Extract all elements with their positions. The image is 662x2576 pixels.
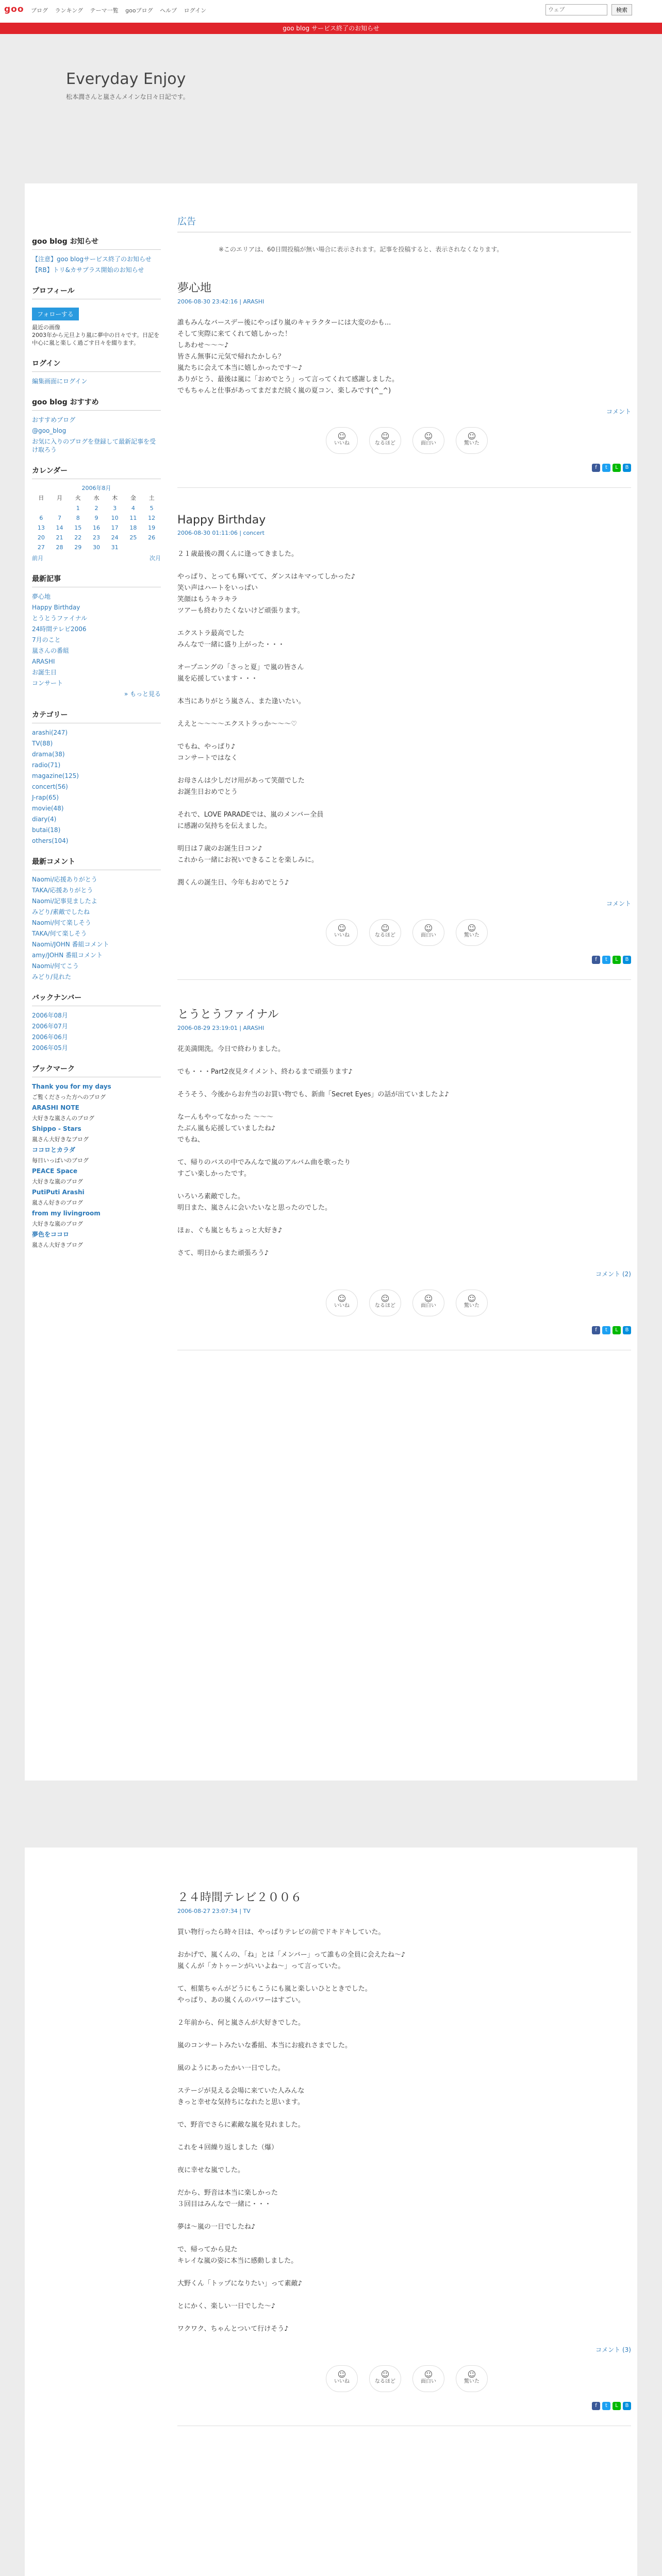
post-title[interactable]: とうとうファイナル bbox=[177, 1008, 279, 1021]
calendar-day[interactable]: 16 bbox=[92, 524, 100, 531]
backnumber-list bbox=[32, 1011, 161, 1052]
calendar-weekday: 日 bbox=[38, 495, 44, 501]
blog-post bbox=[177, 1889, 631, 2426]
calendar-day[interactable]: 18 bbox=[129, 524, 137, 531]
category-list bbox=[32, 728, 161, 845]
reaction-button[interactable] bbox=[326, 2365, 358, 2392]
backnumber-heading: バックナンバー bbox=[32, 992, 161, 1006]
calendar-day[interactable]: 29 bbox=[74, 544, 82, 551]
reaction-button[interactable] bbox=[412, 427, 444, 454]
facebook-icon[interactable]: f bbox=[592, 1326, 600, 1334]
bookmark-desc: 大好きな嵐のブログ bbox=[32, 1221, 83, 1227]
category-link[interactable]: J-rap(65) bbox=[32, 794, 59, 801]
calendar-day[interactable]: 9 bbox=[94, 515, 98, 521]
calendar-day[interactable]: 25 bbox=[129, 534, 137, 541]
line-icon[interactable]: L bbox=[613, 464, 621, 472]
bookmark-link[interactable]: PutiPuti Arashi bbox=[32, 1189, 85, 1196]
post-body: 誰もみんなバースデー後にやっぱり嵐のキャラクターには大変のかも... そして実際に来てくれて嬉しかった！ しあわせ〜〜〜♪ 皆さん無事に元気で帰れたかしら？ 嵐たちに会えて本当に嬉しかったです〜♪ ありがとう、最後は嵐に「おめでとう」って言ってくれて感謝しました。 でもちゃんと仕事があってまだまだ続く嵐の夏コン、楽しみです(^_^) bbox=[177, 319, 399, 395]
more-link[interactable]: » もっと見る bbox=[124, 690, 161, 698]
post-body: ２１歳最後の潤くんに逢ってきました。 やっぱり、とっても輝いてて、ダンスはキマってしかった♪ 笑い声はハートをいっぱい 笑顔はもうキラキラ ツアーも終わりたくないけど頑張ります。 エクストラ最高でした みんなで一緒に盛り上がった・・・ オープニングの「さっと夏」で嵐の皆さん 嵐を応援しています・・・ 本当にありがとう嵐さん、また逢いたい。 ええと〜〜〜〜エクストラっか〜〜〜♡ でもね、やっぱり♪ コンサートではなく お母さんは少しだけ用があって笑顔でした お誕生日おめでとう それで、LOVE PARADEでは、嵐のメンバー全員 に感謝の気持ちを伝えました。 明日は７歳のお誕生日コン♪ これから一緒にお祝いできることを楽しみに。 潤くんの誕生日、今年もおめでとう♪ bbox=[177, 550, 355, 887]
notice-link[interactable]: 【RB】トリ&カサプラス開始のお知らせ bbox=[32, 266, 144, 274]
recent-post-link[interactable]: 夢心地 bbox=[32, 593, 51, 600]
reaction-label: 驚いた bbox=[464, 933, 479, 938]
category-link[interactable]: arashi(247) bbox=[32, 729, 68, 736]
twitter-icon[interactable]: t bbox=[602, 464, 610, 472]
calendar-day[interactable]: 22 bbox=[74, 534, 82, 541]
goo-logo[interactable]: goo bbox=[4, 4, 24, 14]
calendar-day[interactable]: 4 bbox=[131, 505, 135, 512]
calendar-weekday: 土 bbox=[148, 495, 155, 501]
main-panel bbox=[25, 183, 637, 1781]
reaction-button[interactable] bbox=[456, 919, 488, 946]
nav-goo-blog[interactable]: gooブログ bbox=[125, 7, 153, 14]
share-bar bbox=[177, 463, 631, 472]
calendar-day[interactable] bbox=[142, 543, 161, 552]
bookmark-heading: ブックマーク bbox=[32, 1063, 161, 1077]
category-link[interactable]: TV(88) bbox=[32, 740, 53, 747]
nav-theme[interactable]: テーマ一覧 bbox=[90, 7, 119, 14]
reaction-button[interactable] bbox=[326, 919, 358, 946]
bookmark-link[interactable]: from my livingroom bbox=[32, 1210, 101, 1217]
category-link[interactable]: magazine(125) bbox=[32, 772, 79, 779]
bookmark-link[interactable]: Shippo - Stars bbox=[32, 1125, 81, 1132]
reaction-bar bbox=[326, 919, 631, 950]
calendar-day[interactable]: 23 bbox=[92, 534, 100, 541]
post-meta[interactable]: 2006-08-30 01:11:06 | concert bbox=[177, 530, 264, 536]
post-list bbox=[177, 279, 631, 1350]
share-bar bbox=[177, 1326, 631, 1334]
calendar-day[interactable]: 5 bbox=[150, 505, 154, 512]
calendar-day[interactable]: 7 bbox=[58, 515, 62, 521]
hatena-icon[interactable]: B bbox=[623, 464, 631, 472]
recent-list bbox=[32, 592, 161, 687]
bookmark-desc: 大好きな嵐さんのブログ bbox=[32, 1115, 94, 1122]
reaction-bar bbox=[326, 427, 631, 458]
comment-link[interactable]: Naomi/応援ありがとう bbox=[32, 876, 97, 883]
reaction-label: なるほど bbox=[375, 933, 395, 938]
profile-heading: プロフィール bbox=[32, 285, 161, 299]
sidebar bbox=[32, 225, 161, 1249]
search-input[interactable] bbox=[545, 4, 607, 15]
reaction-button[interactable] bbox=[369, 427, 401, 454]
hatena-icon[interactable]: B bbox=[623, 956, 631, 964]
nav-help[interactable]: ヘルプ bbox=[160, 7, 177, 14]
calendar-day[interactable]: 3 bbox=[113, 505, 117, 512]
recommend-note[interactable]: お気に入りのブログを登録して最新記事を受け取ろう bbox=[32, 438, 156, 453]
notice-heading: goo blog お知らせ bbox=[32, 236, 161, 250]
calendar-month: 2006年8月 bbox=[81, 485, 111, 492]
reaction-button[interactable] bbox=[456, 2365, 488, 2392]
reaction-button[interactable] bbox=[456, 1290, 488, 1316]
comment-link[interactable]: コメント bbox=[606, 408, 631, 415]
smile-icon: ☺ bbox=[424, 2369, 433, 2379]
calendar-day[interactable]: 27 bbox=[37, 544, 45, 551]
reaction-button[interactable] bbox=[412, 2365, 444, 2392]
calendar-weekday: 金 bbox=[130, 495, 136, 501]
nav-blog[interactable]: ブログ bbox=[31, 7, 48, 14]
calendar-day[interactable] bbox=[32, 503, 51, 513]
reaction-label: 驚いた bbox=[464, 440, 479, 446]
reaction-label: いいね bbox=[334, 440, 350, 446]
calendar-weekday: 月 bbox=[57, 495, 63, 501]
reaction-button[interactable] bbox=[369, 1290, 401, 1316]
backnumber-link[interactable]: 2006年07月 bbox=[32, 1023, 68, 1030]
comment-link[interactable]: TAKA/何て楽しそう bbox=[32, 930, 87, 937]
smile-icon: ☺ bbox=[380, 1294, 390, 1303]
calendar-day[interactable]: 6 bbox=[39, 515, 43, 521]
reaction-label: 面白い bbox=[421, 440, 436, 446]
bookmark-link[interactable]: PEACE Space bbox=[32, 1167, 78, 1175]
category-link[interactable]: others(104) bbox=[32, 837, 69, 844]
blog-header bbox=[0, 34, 662, 183]
recent-post-link[interactable]: Happy Birthday bbox=[32, 604, 80, 611]
inactive-notice: ※このエリアは、60日間投稿が無い場合に表示されます。記事を投稿すると、表示されなくなります。 bbox=[219, 246, 503, 253]
category-link[interactable]: butai(18) bbox=[32, 826, 61, 834]
calendar-weekday: 水 bbox=[93, 495, 100, 501]
comment-link[interactable]: みどり/見れた bbox=[32, 973, 72, 980]
bookmark-link[interactable]: ココロとカラダ bbox=[32, 1146, 75, 1154]
smile-icon: ☺ bbox=[380, 2369, 390, 2379]
bookmark-link[interactable]: Thank you for my days bbox=[32, 1083, 111, 1090]
backnumber-link[interactable]: 2006年05月 bbox=[32, 1044, 68, 1052]
calendar-day[interactable]: 17 bbox=[111, 524, 119, 531]
blog-post bbox=[177, 514, 631, 980]
recent-post-link[interactable]: コンサート bbox=[32, 680, 63, 687]
reaction-label: なるほど bbox=[375, 440, 395, 446]
smile-icon: ☺ bbox=[380, 431, 390, 441]
post-title[interactable]: 夢心地 bbox=[177, 282, 212, 295]
facebook-icon[interactable]: f bbox=[592, 956, 600, 964]
smile-icon: ☺ bbox=[337, 1294, 346, 1303]
recommend-link[interactable]: @goo_blog bbox=[32, 427, 67, 434]
top-nav bbox=[31, 6, 211, 14]
post-divider bbox=[177, 487, 631, 488]
calendar-day[interactable]: 26 bbox=[148, 534, 156, 541]
calendar-heading: カレンダー bbox=[32, 465, 161, 479]
share-bar bbox=[177, 955, 631, 964]
backnumber-link[interactable]: 2006年08月 bbox=[32, 1012, 68, 1019]
post-title[interactable]: ２４時間テレビ２００６ bbox=[177, 1891, 302, 1904]
calendar-day[interactable]: 21 bbox=[56, 534, 63, 541]
calendar-day[interactable] bbox=[124, 543, 143, 552]
bookmark-link[interactable]: 夢色をココロ bbox=[32, 1231, 70, 1238]
content bbox=[177, 214, 631, 1350]
blog-description: 松本潤さんと嵐さんメインな日々日記です。 bbox=[66, 93, 189, 100]
calendar-day[interactable]: 1 bbox=[76, 505, 80, 512]
post-body: 花美満開洗。今日で終わりました。 でも・・・Part2夜見タイメント、終わるまで頑張ります♪ そうそう、今後からお弁当のお買い物でも、新曲「Secret Eyes」の話が出ていましたよ♪ なーんもやってなかった ～～～ たぶん嵐も応援していましたね♪ でもね、 て、帰りのバスの中でみんなで嵐のアルバム曲を歌ったり すごい楽しかったです。 いろいろ素敵でした。 明日また、嵐さんに会いたいなと思ったのでした。 ほぉ、ぐも嵐ともちょっと大好き♪ さて、明日からまた頑張ろう♪ bbox=[177, 1045, 449, 1257]
post-meta[interactable]: 2006-08-30 23:42:16 | ARASHI bbox=[177, 298, 264, 305]
comment-list bbox=[32, 875, 161, 981]
smile-icon: ☺ bbox=[467, 2369, 476, 2379]
line-icon[interactable]: L bbox=[613, 2402, 621, 2410]
nav-ranking[interactable]: ランキング bbox=[55, 7, 84, 14]
recent-post-link[interactable]: お誕生日 bbox=[32, 669, 57, 676]
nav-login[interactable]: ログイン bbox=[184, 7, 207, 14]
twitter-icon[interactable]: t bbox=[602, 2402, 610, 2410]
reaction-label: いいね bbox=[334, 1303, 350, 1309]
bookmark-desc: 嵐さん好きのブログ bbox=[32, 1199, 83, 1206]
calendar-day[interactable]: 28 bbox=[56, 544, 63, 551]
bookmark-desc: 毎日いっぱいのブログ bbox=[32, 1157, 89, 1164]
smile-icon: ☺ bbox=[337, 923, 346, 933]
smile-icon: ☺ bbox=[467, 923, 476, 933]
recent-post-link[interactable]: 嵐さんの番組 bbox=[32, 647, 70, 654]
calendar-day[interactable]: 2 bbox=[94, 505, 98, 512]
line-icon[interactable]: L bbox=[613, 1326, 621, 1334]
facebook-icon[interactable]: f bbox=[592, 2402, 600, 2410]
backnumber-link[interactable]: 2006年06月 bbox=[32, 1033, 68, 1041]
category-heading: カテゴリー bbox=[32, 709, 161, 723]
profile-text: 2003年から元旦より嵐に夢中の日々です。日記を中心に嵐と楽しく過ごす日々を綴ります。 bbox=[32, 332, 160, 346]
profile-name: 最近の画像 bbox=[32, 324, 60, 331]
calendar-day[interactable]: 13 bbox=[37, 524, 45, 531]
comment-link[interactable]: TAKA/応援ありがとう bbox=[32, 887, 93, 894]
smile-icon: ☺ bbox=[424, 923, 433, 933]
reaction-bar bbox=[326, 2365, 631, 2396]
comment-link[interactable]: Naomi/何て楽しそう bbox=[32, 919, 91, 926]
calendar-day[interactable]: 24 bbox=[111, 534, 119, 541]
reaction-bar bbox=[326, 1290, 631, 1320]
smile-icon: ☺ bbox=[467, 431, 476, 441]
recent-heading: 最新記事 bbox=[32, 573, 161, 587]
reaction-label: 面白い bbox=[421, 2379, 436, 2384]
smile-icon: ☺ bbox=[380, 923, 390, 933]
recent-post-link[interactable]: 7月のこと bbox=[32, 636, 61, 643]
reaction-button[interactable] bbox=[326, 1290, 358, 1316]
reaction-button[interactable] bbox=[369, 919, 401, 946]
service-end-banner[interactable]: goo blog サービス終了のお知らせ bbox=[0, 23, 662, 34]
calendar-day[interactable]: 19 bbox=[148, 524, 156, 531]
calendar-day[interactable]: 11 bbox=[129, 515, 137, 521]
smile-icon: ☺ bbox=[424, 1294, 433, 1303]
reaction-button[interactable] bbox=[412, 1290, 444, 1316]
bookmark-desc: ご覧くださった方へのブログ bbox=[32, 1094, 106, 1100]
calendar-day[interactable]: 20 bbox=[37, 534, 45, 541]
login-link[interactable]: 編集画面にログイン bbox=[32, 378, 88, 385]
category-link[interactable]: radio(71) bbox=[32, 761, 61, 769]
comment-link[interactable]: amy/JOHN 番組コメント bbox=[32, 952, 103, 959]
post-title[interactable]: Happy Birthday bbox=[177, 514, 266, 527]
reaction-button[interactable] bbox=[456, 427, 488, 454]
category-link[interactable]: concert(56) bbox=[32, 783, 68, 790]
comment-link[interactable]: コメント (3) bbox=[595, 2346, 631, 2353]
blog-post bbox=[177, 1006, 631, 1350]
ad-heading[interactable]: 広告 bbox=[177, 214, 631, 232]
bookmark-link[interactable]: ARASHI NOTE bbox=[32, 1104, 79, 1111]
post-list-continued bbox=[177, 1863, 631, 2426]
calendar-day[interactable]: 12 bbox=[148, 515, 156, 521]
hatena-icon[interactable]: B bbox=[623, 1326, 631, 1334]
calendar-day[interactable]: 14 bbox=[56, 524, 63, 531]
share-bar bbox=[177, 2401, 631, 2410]
notice-link[interactable]: 【注意】goo blogサービス終了のお知らせ bbox=[32, 256, 152, 263]
post-body: 買い物行ったら時々日は、やっぱりテレビの前でドキドキしていた。 おかげで、嵐くんの、「ね」とは「メンバー」って誰もの全員に会えたね〜♪ 嵐くんが「カトゥーンがいいよね〜」って言っていた。 て、相葉ちゃんがどうにもこうにも嵐と楽しいひとときでした。 やっぱり、あの嵐くんのパワーはすごい。 ２年前から、何と嵐さんが大好きでした。 嵐のコンサートみたいな番組、本当にお疲れさまでした。 風のようにあったかい一日でした。 ステージが見える会場に来ていた人みんな きっと幸せな気持ちになれたと思います。 で、野音でさらに素敵な嵐を見れました。 これを４回繰り返しました（爆） 夜に幸せな嵐でした。 だから、野音は本当に楽しかった ３回目はみんなで一緒に・・・ 夢は〜嵐の一日でしたね♪ で、帰ってから見た キレイな嵐の姿に本当に感動しました。 大野くん「トップになりたい」って素敵♪ とにかく、楽しい一日でした〜♪ ワクワク、ちゃんとついて行けそう♪ bbox=[177, 1928, 406, 2333]
reaction-button[interactable] bbox=[369, 2365, 401, 2392]
comments-heading: 最新コメント bbox=[32, 856, 161, 870]
reaction-label: 驚いた bbox=[464, 2379, 479, 2384]
smile-icon: ☺ bbox=[424, 431, 433, 441]
category-link[interactable]: drama(38) bbox=[32, 751, 65, 758]
smile-icon: ☺ bbox=[467, 1294, 476, 1303]
post-meta[interactable]: 2006-08-27 23:07:34 | TV bbox=[177, 1908, 251, 1914]
login-heading: ログイン bbox=[32, 358, 161, 372]
recommend-link[interactable]: おすすめブログ bbox=[32, 416, 76, 423]
calendar-weekday: 火 bbox=[75, 495, 81, 501]
reaction-button[interactable] bbox=[412, 919, 444, 946]
calendar-next[interactable]: 次月 bbox=[150, 555, 161, 562]
calendar-weekday: 木 bbox=[112, 495, 118, 501]
comment-link[interactable]: みどり/素敵でしたね bbox=[32, 908, 90, 916]
page-gap bbox=[0, 1781, 662, 1848]
blog-title[interactable]: Everyday Enjoy bbox=[66, 70, 186, 88]
calendar-day[interactable]: 30 bbox=[92, 544, 100, 551]
reaction-button[interactable] bbox=[326, 427, 358, 454]
main-panel-continued bbox=[25, 1848, 637, 2576]
comment-link[interactable]: Naomi/JOHN 番組コメント bbox=[32, 941, 109, 948]
twitter-icon[interactable]: t bbox=[602, 1326, 610, 1334]
bookmark-desc: 嵐さん大好きブログ bbox=[32, 1242, 83, 1248]
calendar-day[interactable]: 15 bbox=[74, 524, 82, 531]
post-meta[interactable]: 2006-08-29 23:19:01 | ARASHI bbox=[177, 1025, 264, 1031]
reaction-label: いいね bbox=[334, 2379, 350, 2384]
recent-post-link[interactable]: とうとうファイナル bbox=[32, 615, 88, 622]
reaction-label: 面白い bbox=[421, 933, 436, 938]
calendar-day[interactable]: 8 bbox=[76, 515, 80, 521]
calendar bbox=[32, 492, 161, 552]
calendar-prev[interactable]: 前月 bbox=[32, 555, 43, 562]
comment-link[interactable]: Naomi/記事見ましたよ bbox=[32, 897, 97, 905]
comment-link[interactable]: Naomi/何てこう bbox=[32, 962, 79, 970]
reaction-label: 驚いた bbox=[464, 1303, 479, 1309]
comment-link[interactable]: コメント bbox=[606, 900, 631, 907]
recent-post-link[interactable]: ARASHI bbox=[32, 658, 55, 665]
reaction-label: なるほど bbox=[375, 2379, 395, 2384]
search-button[interactable]: 検索 bbox=[611, 4, 632, 15]
twitter-icon[interactable]: t bbox=[602, 956, 610, 964]
reaction-label: なるほど bbox=[375, 1303, 395, 1309]
category-link[interactable]: movie(48) bbox=[32, 805, 64, 812]
reaction-label: 面白い bbox=[421, 1303, 436, 1309]
smile-icon: ☺ bbox=[337, 431, 346, 441]
follow-button[interactable]: フォローする bbox=[32, 308, 79, 320]
bookmark-desc: 大好きな嵐のブログ bbox=[32, 1178, 83, 1185]
hatena-icon[interactable]: B bbox=[623, 2402, 631, 2410]
post-divider bbox=[177, 979, 631, 980]
reaction-label: いいね bbox=[334, 933, 350, 938]
smile-icon: ☺ bbox=[337, 2369, 346, 2379]
calendar-day[interactable]: 10 bbox=[111, 515, 119, 521]
bookmark-list bbox=[32, 1082, 161, 1249]
recommend-heading: goo blog おすすめ bbox=[32, 397, 161, 411]
top-bar bbox=[0, 0, 662, 23]
recent-post-link[interactable]: 24時間テレビ2006 bbox=[32, 625, 87, 633]
bookmark-desc: 嵐さん大好きなブログ bbox=[32, 1136, 89, 1143]
calendar-day[interactable]: 31 bbox=[111, 544, 119, 551]
line-icon[interactable]: L bbox=[613, 956, 621, 964]
comment-link[interactable]: コメント (2) bbox=[595, 1270, 631, 1278]
category-link[interactable]: diary(4) bbox=[32, 816, 57, 823]
calendar-day[interactable] bbox=[51, 503, 69, 513]
blog-post bbox=[177, 279, 631, 488]
facebook-icon[interactable]: f bbox=[592, 464, 600, 472]
